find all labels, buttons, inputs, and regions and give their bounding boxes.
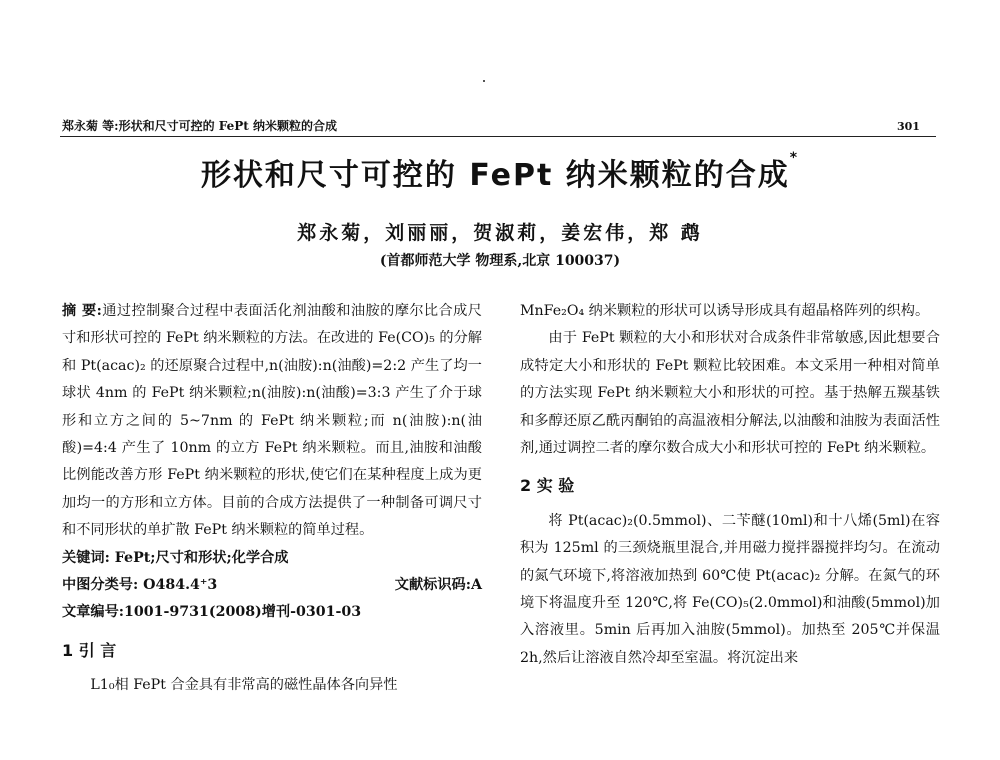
- intro-paragraph: L1₀相 FePt 合金具有非常高的磁性晶体各向异性: [90, 677, 398, 694]
- keywords-line: [62, 545, 482, 572]
- section-heading-intro: 1 引 言: [62, 640, 117, 660]
- scan-speck: [483, 80, 485, 82]
- classification-line: [62, 572, 482, 599]
- right-paragraph-1: MnFe₂O₄ 纳米颗粒的形状可以诱导形成具有超晶格阵列的织构。: [520, 303, 930, 319]
- section-heading-experiment: 2 实 验: [520, 476, 575, 496]
- affiliation: (首都师范大学 物理系,北京 100037): [379, 253, 621, 269]
- left-column: [62, 298, 482, 700]
- title-text: 形状和尺寸可控的 FePt 纳米颗粒的合成: [200, 158, 790, 193]
- doc-code-label: 文献标识码:: [394, 577, 471, 594]
- abstract-label: 摘 要:: [62, 303, 102, 319]
- keywords-text: FePt;尺寸和形状;化学合成: [114, 549, 289, 566]
- doc-code-field: [395, 572, 482, 599]
- author-list: 郑永菊，刘丽丽，贺淑莉，姜宏伟，郑 鹉: [297, 222, 703, 244]
- clc-field: [62, 572, 217, 599]
- keywords-label: 关键词:: [62, 549, 110, 566]
- article-no-value: 1001-9731(2008)增刊-0301-03: [124, 604, 362, 621]
- running-head: 郑永菊 等:形状和尺寸可控的 FePt 纳米颗粒的合成: [62, 119, 338, 133]
- article-number-line: [62, 599, 482, 626]
- page-number: 301: [897, 120, 920, 133]
- article-no-label: 文章编号:: [62, 604, 124, 621]
- abstract: [62, 298, 482, 545]
- title-footnote-mark: *: [789, 150, 800, 166]
- right-paragraph-3: 将 Pt(acac)₂(0.5mmol)、二苄醚(10ml)和十八烯(5ml)在容积为 125ml 的三颈烧瓶里混合,并用磁力搅拌器搅拌均匀。在流动的氮气环境下,将溶液加热到 60℃使 Pt(acac)₂ 分解。在氮气的环境下将温度升至 120℃,将 Fe(CO)₅(2.0mmol)和油酸(5mmol)加入溶液里。5min 后再加入油胺(5mmol)。加热至 205℃并保温 2h,然后让溶液自然冷却至室温。将沉淀出来: [520, 512, 940, 666]
- doc-code-value: A: [470, 577, 482, 594]
- clc-label: 中图分类号:: [62, 577, 139, 594]
- abstract-text: 通过控制聚合过程中表面活化剂油酸和油胺的摩尔比合成尺寸和形状可控的 FePt 纳米颗粒的方法。在改进的 Fe(CO)₅ 的分解和 Pt(acac)₂ 的还原聚合过程中,n(油胺):n(油酸)=2:2 产生了均一球状 4nm 的 FePt 纳米颗粒;n(油胺):n(油酸)=3:3 产生了介于球形和立方之间的 5~7nm 的 FePt 纳米颗粒;而 n(油胺):n(油酸)=4:4 产生了 10nm 的立方 FePt 纳米颗粒。而且,油胺和油酸比例能改善方形 FePt 纳米颗粒的形状,使它们在某种程度上成为更加均一的方形和立方体。目前的合成方法提供了一种制备可调尺寸和不同形状的单扩散 FePt 纳米颗粒的简单过程。: [62, 303, 482, 539]
- header-rule: [60, 136, 936, 137]
- right-column: [520, 298, 940, 672]
- clc-value: O484.4⁺3: [143, 577, 218, 594]
- article-title: [0, 150, 1000, 194]
- right-paragraph-2: 由于 FePt 颗粒的大小和形状对合成条件非常敏感,因此想要合成特定大小和形状的 FePt 颗粒比较困难。本文采用一种相对简单的方法实现 FePt 纳米颗粒大小和形状的可控。基于热解五羰基铁和多醇还原乙酰丙酮铂的高温液相分解法,以油酸和油胺为表面活性剂,通过调控二者的摩尔数合成大小和形状可控的 FePt 纳米颗粒。: [520, 330, 940, 457]
